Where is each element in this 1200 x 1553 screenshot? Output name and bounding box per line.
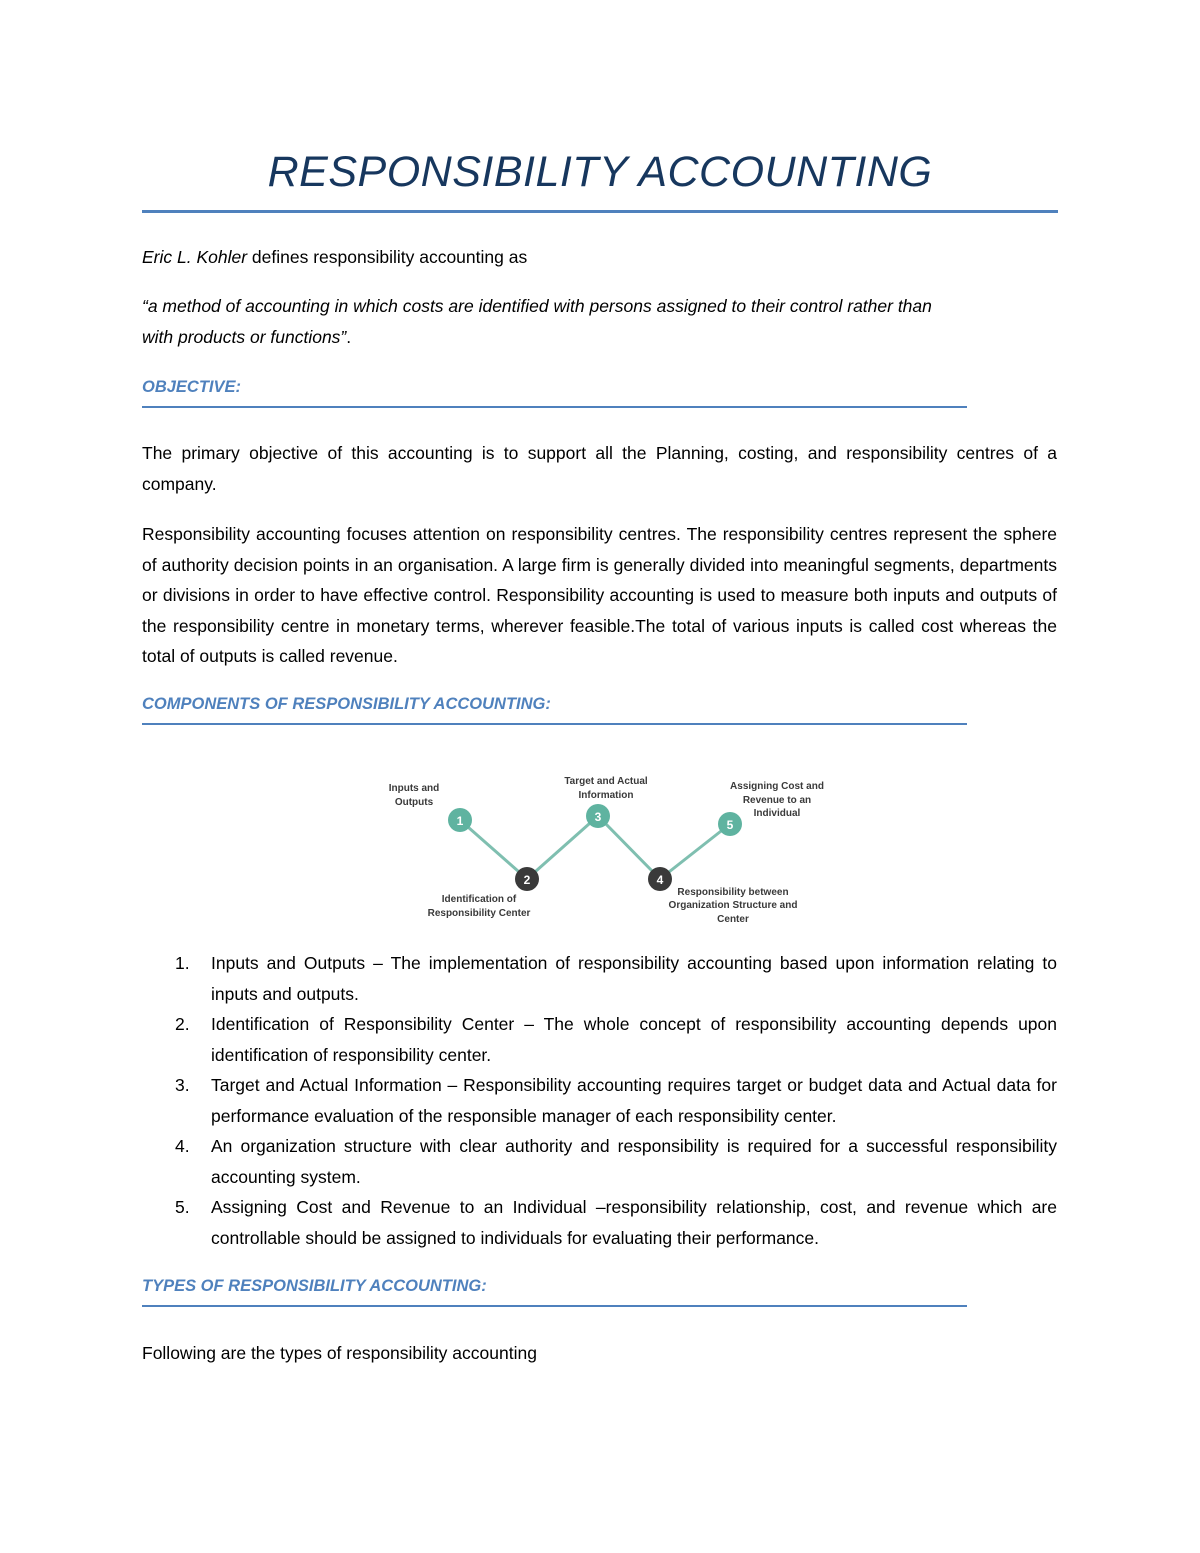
components-list (142, 948, 1057, 1253)
node-5-number: 5 (726, 818, 734, 832)
list-item (142, 1192, 1057, 1253)
objective-paragraph-2: Responsibility accounting focuses attention on responsibility centres. The responsibility centres represent the sphere of authority decision points in an organisation. A large firm is generally divided into meaningful segments, departments or divisions in order to have effective control. Responsibility accounting is used to measure both inputs and outputs of the responsibility centre in monetary terms, wherever feasible.The total of various inputs is called cost whereas the total of outputs is called revenue. (142, 524, 1057, 666)
title-underline (142, 210, 1058, 213)
list-item-text: Identification of Responsibility Center – The whole concept of responsibility accounting depends upon identification of responsibility center. (211, 1014, 1057, 1065)
definition-quote (142, 291, 1057, 352)
intro-text: defines responsibility accounting as (247, 247, 528, 267)
list-item (142, 1070, 1057, 1131)
list-item (142, 1131, 1057, 1192)
diagram-node-1 (389, 783, 472, 832)
list-item-number: 2. (175, 1014, 190, 1034)
node-5-label-line-2: Revenue to an (742, 795, 812, 806)
node-4-label-line-2: Organization Structure and (668, 900, 798, 911)
list-item-text: Target and Actual Information – Responsibility accounting requires target or budget data and Actual data for performance evaluation of the responsible manager of each responsibility center. (211, 1075, 1057, 1126)
node-3-number: 3 (594, 810, 602, 824)
objective-heading: OBJECTIVE: (142, 378, 242, 396)
quote-line-2: with products or functions” (142, 326, 347, 347)
author-name: Eric L. Kohler (142, 247, 248, 267)
types-rule (142, 1305, 967, 1307)
node-4-label-line-3: Center (717, 914, 749, 925)
node-4-label-line-1: Responsibility between (677, 887, 789, 898)
quote-period: . (346, 326, 352, 347)
list-item (142, 1009, 1057, 1070)
list-item-number: 4. (175, 1136, 190, 1156)
node-2-number: 2 (523, 873, 531, 887)
intro-line (142, 242, 1057, 273)
components-heading: COMPONENTS OF RESPONSIBILITY ACCOUNTING: (142, 695, 551, 713)
node-1-label-line-1: Inputs and (388, 783, 440, 794)
diagram-node-5 (718, 781, 824, 836)
node-4-number: 4 (656, 873, 664, 887)
list-item-number: 5. (175, 1197, 190, 1217)
types-paragraph: Following are the types of responsibility accounting (142, 1343, 537, 1363)
list-item-text: Assigning Cost and Revenue to an Individual –responsibility relationship, cost, and revenue which are controllable should be assigned to individuals for evaluating their performance. (211, 1197, 1057, 1248)
node-3-label-line-2: Information (578, 790, 634, 801)
document-title: RESPONSIBILITY ACCOUNTING (267, 148, 933, 196)
list-item-number: 3. (175, 1075, 190, 1095)
objective-paragraph-1: The primary objective of this accounting is to support all the Planning, costing, and responsibility centres of a company. (142, 443, 1057, 494)
list-item-number: 1. (175, 953, 190, 973)
diagram-node-2 (428, 867, 539, 919)
node-2-label-line-1: Identification of (441, 894, 517, 905)
list-item-text: An organization structure with clear authority and responsibility is required for a successful responsibility accounting system. (211, 1136, 1057, 1187)
node-2-label-line-2: Responsibility Center (427, 908, 531, 919)
types-heading: TYPES OF RESPONSIBILITY ACCOUNTING: (142, 1277, 487, 1295)
node-1-label-line-2: Outputs (394, 797, 434, 808)
components-rule (142, 723, 967, 725)
node-3-label-line-1: Target and Actual (564, 776, 648, 787)
node-5-label-line-3: Individual (753, 808, 801, 819)
list-item-text: Inputs and Outputs – The implementation of responsibility accounting based upon information relating to inputs and outputs. (211, 953, 1057, 1004)
list-item (142, 948, 1057, 1009)
components-diagram (380, 765, 840, 930)
objective-rule (142, 406, 967, 408)
quote-line-1: “a method of accounting in which costs are identified with persons assigned to their control rather than (142, 296, 932, 316)
diagram-node-3 (564, 776, 648, 828)
node-5-label-line-1: Assigning Cost and (730, 781, 824, 792)
diagram-node-4 (648, 867, 797, 925)
node-1-number: 1 (456, 814, 464, 828)
